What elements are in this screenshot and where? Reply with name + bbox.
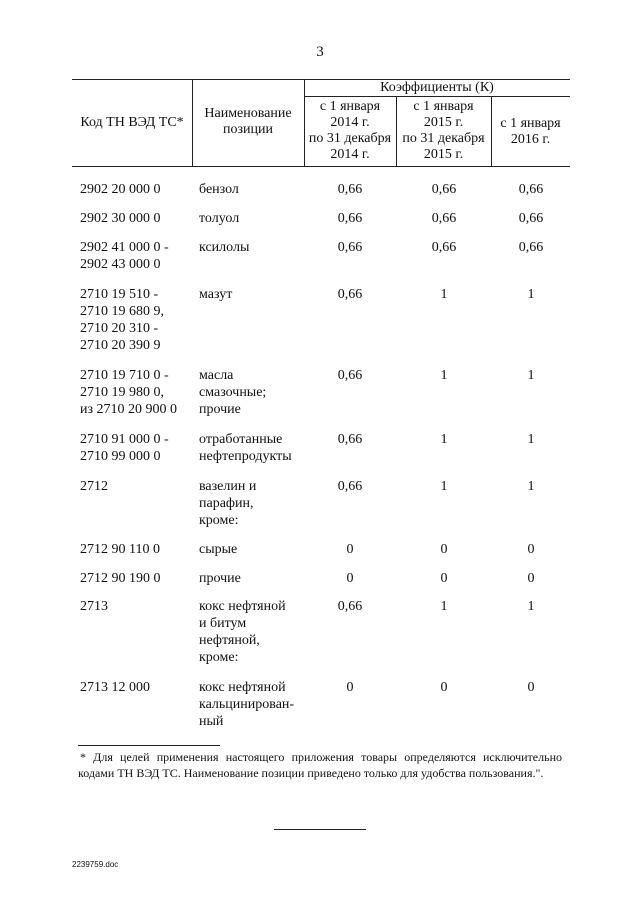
row-k-2015: 0,66 [431,211,457,226]
row-name: мазут [199,287,233,302]
row-name: сырые [199,542,238,557]
row-k-2016: 0,66 [518,182,544,197]
row-code: 2902 30 000 0 [80,211,161,226]
row-k-2014: 0 [346,542,354,557]
row-name: вазелин и парафин, кроме: [199,479,257,528]
row-k-2016: 1 [527,432,535,447]
header-code: Код ТН ВЭД ТС* [80,115,184,130]
row-k-2014: 0 [346,571,354,586]
row-code: 2712 [80,479,108,494]
row-k-2015: 0 [440,571,448,586]
row-k-2015: 0,66 [431,240,457,255]
row-k-2016: 1 [527,368,535,383]
row-k-2014: 0,66 [337,240,363,255]
table-header-bottom-rule [72,166,570,167]
header-period-2016: с 1 января 2016 г. [500,116,561,147]
row-code: 2710 19 510 - 2710 19 680 9, 2710 20 310 - 2710 20 390 9 [80,287,164,353]
footnote: * Для целей применения настоящего приложения товары определяются исключительно кодами ТН ВЭД ТС. Наименование позиции приведено только для удобства пользования.". [78,750,562,780]
document-id: 2239759.doc [72,860,119,869]
row-name: толуол [199,211,240,226]
header-period-2015: с 1 января 2015 г. по 31 декабря 2015 г. [402,99,485,162]
row-k-2016: 0,66 [518,211,544,226]
end-rule [274,829,366,830]
row-k-2015: 1 [440,287,448,302]
header-coefficients: Коэффициенты (К) [380,80,494,95]
row-k-2015: 1 [440,432,448,447]
row-k-2014: 0,66 [337,368,363,383]
row-k-2016: 1 [527,287,535,302]
row-name: масла смазочные; прочие [199,368,267,417]
header-name: Наименование позиции [204,106,292,137]
row-k-2016: 0,66 [518,240,544,255]
row-k-2016: 1 [527,599,535,614]
row-code: 2713 [80,599,108,614]
row-k-2014: 0,66 [337,479,363,494]
row-k-2014: 0 [346,680,354,695]
row-k-2015: 0 [440,680,448,695]
row-k-2015: 1 [440,599,448,614]
footnote-separator [78,745,220,746]
coef-group-rule [304,96,570,97]
row-code: 2902 41 000 0 - 2902 43 000 0 [80,240,169,272]
row-name: бензол [199,182,239,197]
page-number: 3 [316,44,324,60]
row-k-2016: 1 [527,479,535,494]
row-k-2014: 0,66 [337,599,363,614]
row-k-2014: 0,66 [337,287,363,302]
row-k-2016: 0 [527,680,535,695]
row-name: ксилолы [199,240,250,255]
row-code: 2902 20 000 0 [80,182,161,197]
row-name: кокс нефтяной и битум нефтяной, кроме: [199,599,286,665]
row-code: 2712 90 190 0 [80,571,161,586]
row-k-2014: 0,66 [337,432,363,447]
header-period-2014: с 1 января 2014 г. по 31 декабря 2014 г. [308,99,392,162]
row-name: кокс нефтяной кальцинирован- ный [199,680,295,729]
row-code: 2710 91 000 0 - 2710 99 000 0 [80,432,169,464]
row-k-2015: 0 [440,542,448,557]
row-k-2016: 0 [527,542,535,557]
row-k-2014: 0,66 [337,211,363,226]
row-k-2015: 1 [440,368,448,383]
row-code: 2710 19 710 0 - 2710 19 980 0, из 2710 20 900 0 [80,368,178,417]
row-code: 2713 12 000 [80,680,150,695]
row-code: 2712 90 110 0 [80,542,160,557]
row-name: прочие [199,571,241,586]
row-k-2015: 1 [440,479,448,494]
row-k-2016: 0 [527,571,535,586]
row-k-2015: 0,66 [431,182,457,197]
row-name: отработанные нефтепродукты [199,432,292,464]
row-k-2014: 0,66 [337,182,363,197]
